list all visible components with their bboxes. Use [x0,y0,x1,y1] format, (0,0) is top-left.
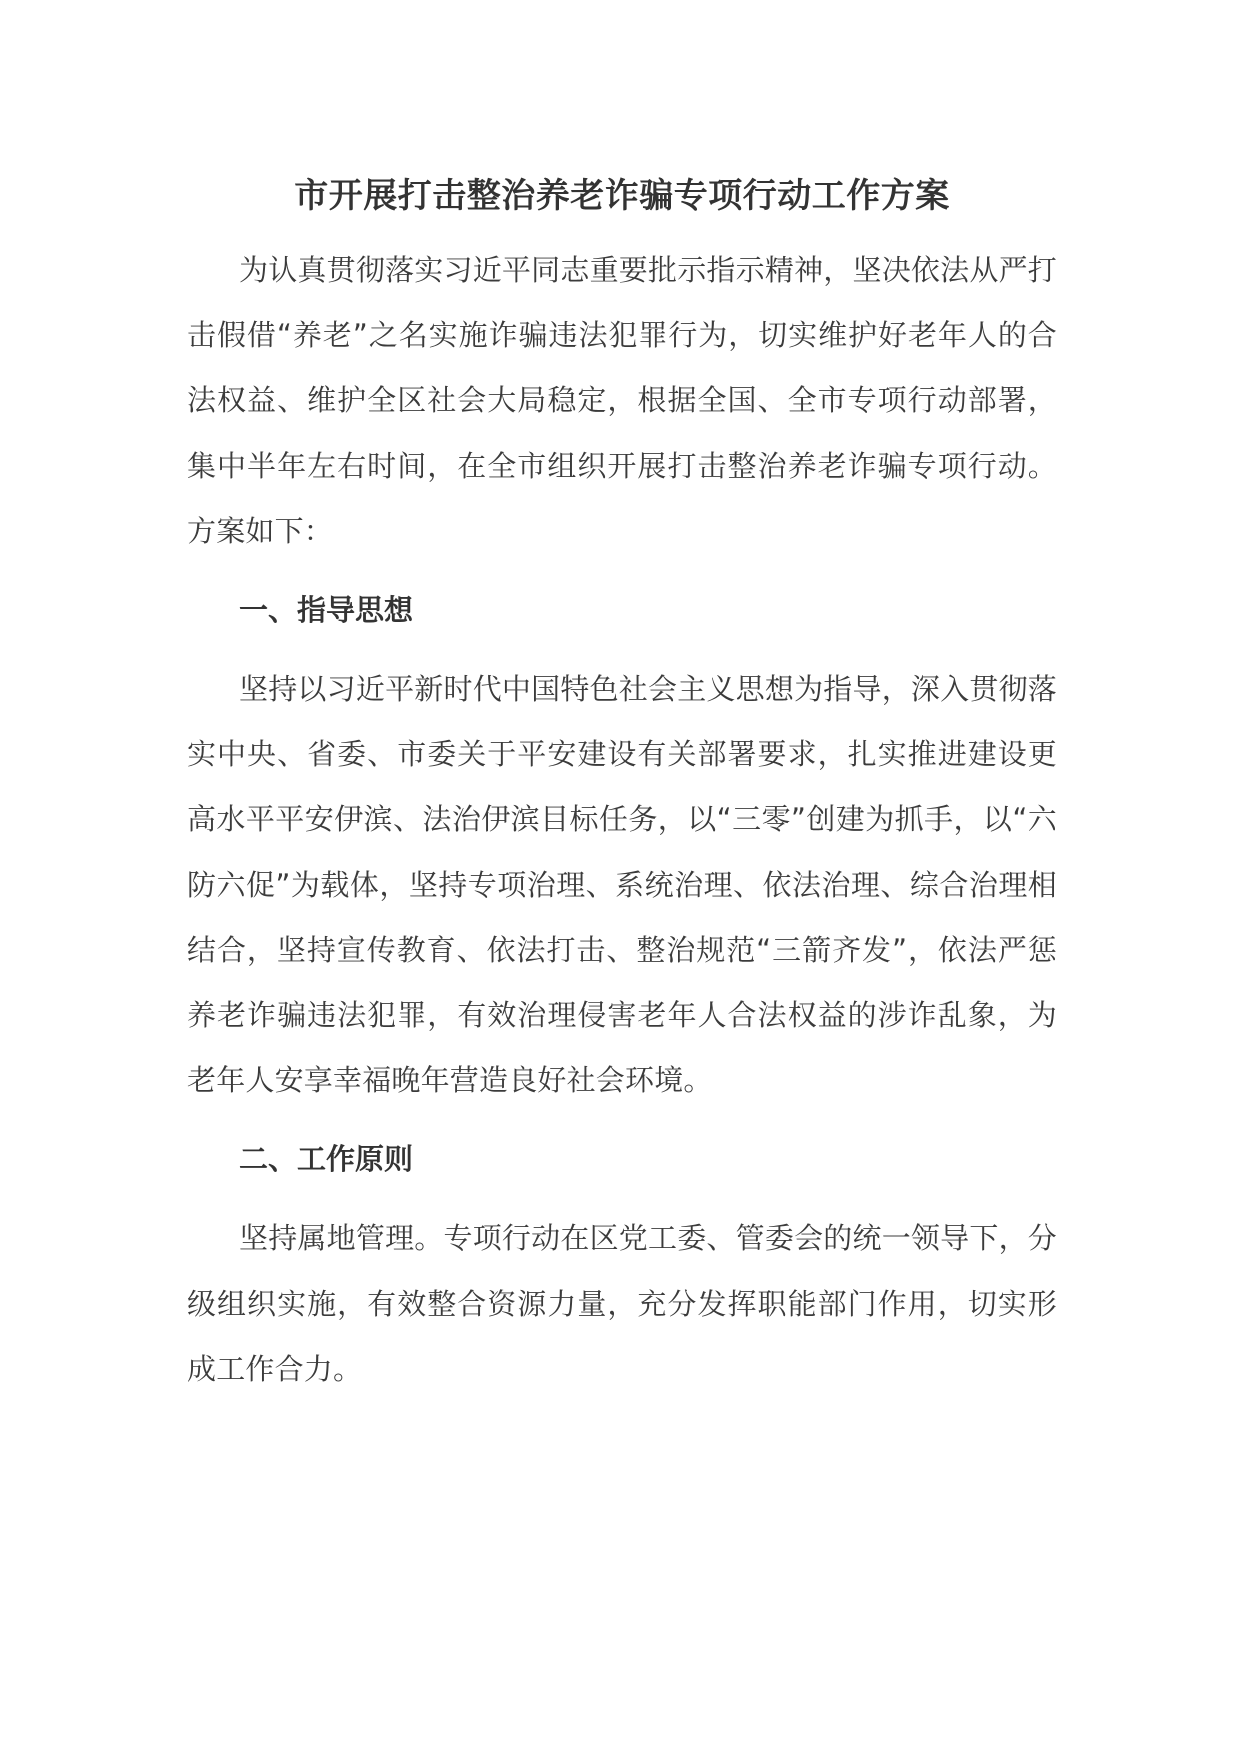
section-heading-work-principles: 二、工作原则 [239,1142,414,1177]
spacer [187,643,1057,657]
intro-paragraph: 为认真贯彻落实习近平同志重要批示指示精神，坚决依法从严打击假借“养老”之名实施诈骗违法犯罪行为，切实维护好老年人的合法权益、维护全区社会大局稳定，根据全国、全市专项行动部署，集中半年左右时间，在全市组织开展打击整治养老诈骗专项行动。方案如下： [187,253,1057,548]
document-body [187,160,1057,1402]
spacer [187,1113,1057,1127]
section-heading-guiding-ideology: 一、指导思想 [239,593,414,628]
spacer [187,564,1057,578]
document-title: 市开展打击整治养老诈骗专项行动工作方案 [294,176,950,216]
section-body-work-principles: 坚持属地管理。专项行动在区党工委、管委会的统一领导下，分级组织实施，有效整合资源力量，充分发挥职能部门作用，切实形成工作合力。 [187,1221,1057,1386]
spacer [187,1192,1057,1206]
section-body-guiding-ideology: 坚持以习近平新时代中国特色社会主义思想为指导，深入贯彻落实中央、省委、市委关于平安建设有关部署要求，扎实推进建设更高水平平安伊滨、法治伊滨目标任务，以“三零”创建为抓手，以“六防六促”为载体，坚持专项治理、系统治理、依法治理、综合治理相结合，坚持宣传教育、依法打击、整治规范“三箭齐发”，依法严惩养老诈骗违法犯罪，有效治理侵害老年人合法权益的涉诈乱象，为老年人安享幸福晚年营造良好社会环境。 [187,672,1057,1098]
